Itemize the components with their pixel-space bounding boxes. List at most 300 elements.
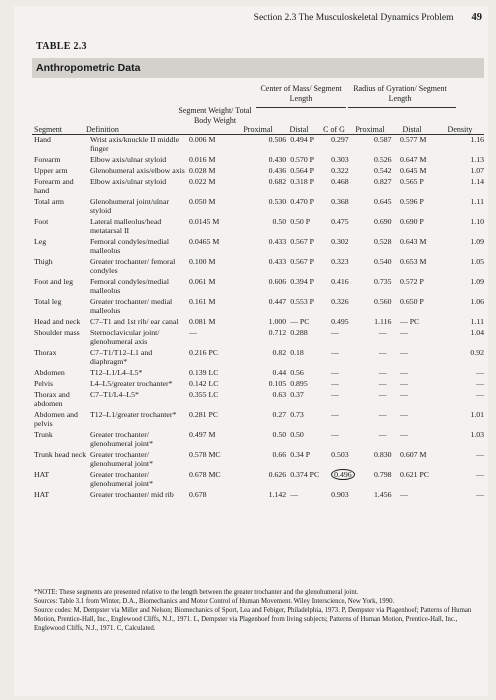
cell-fraction [189,379,249,390]
cell-r-distal [400,490,452,501]
cell-definition [90,390,189,410]
cell-text: 0.323 [331,257,349,266]
cell-text: 0.433 [268,257,287,266]
cell-text: 0.735 [373,277,392,286]
cell-text: — [378,430,387,439]
cell-segment [34,450,90,470]
cell-text: — [399,368,408,377]
cell-cog [331,490,365,501]
table-row [34,155,484,166]
cell-distal [290,197,331,217]
cell-text: Forearm [34,155,61,164]
cell-text: 0.374 PC [290,470,320,479]
cell-proximal [249,430,290,450]
cell-proximal [249,166,290,177]
cell-r-proximal [366,430,400,450]
cell-text: 0.830 [373,450,392,459]
cell-r-distal [400,368,452,379]
table-row [34,450,484,470]
cell-density [452,390,484,410]
cell-text: 0.50 [272,430,287,439]
sources-text: Sources: Table 3.1 from Winter, D.A., Biomechanics and Motor Control of Human Movement. Wiley Interscience, New York, 1990. [34,598,395,605]
cell-text: 0.475 [331,217,349,226]
cell-text: Greater trochanter/ medial malleolus [89,297,173,315]
section-title: Section 2.3 The Musculoskeletal Dynamics Problem [253,13,454,23]
cell-segment [34,368,90,379]
cell-fraction [189,155,249,166]
cell-text: Thorax and abdomen [34,390,70,408]
cell-fraction [189,490,249,501]
cell-text: L4–L5/greater trochanter* [89,379,173,388]
cell-text: — PC [399,317,420,326]
table-row [34,257,484,277]
cell-text: — [378,390,387,399]
cell-text: 0.560 [373,297,392,306]
cell-cog [331,155,365,166]
cell-segment [34,166,90,177]
cell-density [452,166,484,177]
cell-distal [290,237,331,257]
cell-text: 1.03 [470,430,484,439]
cell-distal [290,297,331,317]
cell-distal [290,410,331,430]
cell-fraction [189,135,249,155]
cell-r-proximal [366,155,400,166]
cell-distal [290,177,331,197]
cell-proximal [249,390,290,410]
cell-definition [90,197,189,217]
cell-proximal [249,155,290,166]
table-row [34,297,484,317]
cell-text: 0.66 [272,450,287,459]
cell-proximal [249,277,290,297]
cell-text: 0.92 [470,348,484,357]
cell-text: 0.139 LC [189,368,219,377]
header-proximal: Proximal [243,125,273,134]
header-distal: Distal [289,125,309,134]
cell-proximal [249,257,290,277]
cell-distal [290,166,331,177]
cell-text: 0.50 [272,217,287,226]
cell-r-distal [400,348,452,368]
cell-r-proximal [366,410,400,430]
cell-segment [34,328,90,348]
cell-text: Foot [34,217,49,226]
table-row [34,470,484,490]
cell-density [452,470,484,490]
cell-text: 0.827 [373,177,392,186]
cell-cog [331,277,365,297]
cell-text: 1.142 [268,490,287,499]
cell-text: 0.530 [268,197,287,206]
cell-text: 0.570 P [290,155,315,164]
cell-cog [331,430,365,450]
cell-text: 0.82 [272,348,287,357]
cell-text: 0.37 [290,390,304,399]
table-row [34,166,484,177]
cell-cog [331,177,365,197]
cell-text: Femoral condyles/medial malleolus [89,237,169,255]
header-segment: Segment [34,125,62,134]
cell-r-proximal [366,450,400,470]
cell-segment [34,177,90,197]
cell-text: 0.496 [331,469,355,480]
cell-distal [290,328,331,348]
cell-text: Elbow axis/ulnar styloid [89,155,167,164]
cell-fraction [189,217,249,237]
cell-proximal [249,217,290,237]
cell-text: 0.368 [331,197,349,206]
cell-segment [34,297,90,317]
cell-text: 1.10 [470,217,484,226]
cell-density [452,257,484,277]
cell-definition [90,177,189,197]
table-row [34,217,484,237]
cell-r-distal [400,470,452,490]
cell-text: — [399,379,408,388]
running-head [14,12,482,23]
cell-text: — [378,348,387,357]
cell-density [452,297,484,317]
cell-fraction [189,177,249,197]
cell-text: — [378,368,387,377]
cell-r-proximal [366,348,400,368]
header-rule-com [256,107,346,108]
cell-r-distal [400,237,452,257]
cell-density [452,348,484,368]
cell-segment [34,197,90,217]
cell-text: Abdomen [34,368,65,377]
cell-r-proximal [366,177,400,197]
cell-definition [90,328,189,348]
cell-text: Glenohumeral joint/ulnar styloid [89,197,169,215]
cell-text: 0.645 [373,197,392,206]
cell-cog [331,135,365,155]
cell-text: Foot and leg [34,277,73,286]
cell-segment [34,317,90,328]
cell-text: 0.0145 M [189,217,220,226]
cell-text: 0.572 P [399,277,424,286]
cell-fraction [189,450,249,470]
cell-text: 0.161 M [189,297,216,306]
cell-text: Hand [34,135,51,144]
cell-cog [331,297,365,317]
cell-text: 0.577 M [399,135,427,144]
cell-r-distal [400,197,452,217]
cell-proximal [249,379,290,390]
cell-r-proximal [366,197,400,217]
cell-proximal [249,490,290,501]
table-row [34,237,484,257]
cell-r-distal [400,328,452,348]
cell-density [452,177,484,197]
cell-text: Total leg [34,297,62,306]
cell-text: 0.73 [290,410,304,419]
cell-fraction [189,317,249,328]
cell-text: 1.04 [470,328,484,337]
cell-text: 0.302 [331,237,349,246]
cell-text: 0.18 [290,348,304,357]
cell-text: 0.650 P [399,297,424,306]
cell-fraction [189,328,249,348]
cell-proximal [249,135,290,155]
cell-text: 0.564 P [290,166,315,175]
cell-distal [290,379,331,390]
table-row [34,328,484,348]
cell-text: 0.216 PC [189,348,219,357]
cell-density [452,368,484,379]
cell-cog [331,217,365,237]
cell-text: — [331,390,339,399]
cell-text: 0.028 M [189,166,216,175]
cell-definition [90,277,189,297]
cell-text: Thigh [34,257,53,266]
cell-text: HAT [34,490,50,499]
cell-segment [34,379,90,390]
cell-text: 0.528 [373,237,392,246]
cell-r-distal [400,217,452,237]
cell-r-distal [400,390,452,410]
cell-proximal [249,317,290,328]
cell-definition [90,368,189,379]
header-definition: Definition [86,125,119,134]
cell-text: — [476,390,484,399]
cell-r-proximal [366,328,400,348]
cell-text: 0.497 M [189,430,216,439]
cell-text: Greater trochanter/ glenohumeral joint* [89,470,153,488]
cell-density [452,379,484,390]
cell-text: 0.142 LC [189,379,219,388]
cell-text: Abdomen and pelvis [34,410,78,428]
cell-text: 0.540 [373,257,392,266]
cell-segment [34,277,90,297]
cell-r-proximal [366,277,400,297]
cell-fraction [189,277,249,297]
cell-text: 0.27 [272,410,287,419]
cell-definition [90,317,189,328]
cell-text: 0.567 P [290,257,315,266]
cell-density [452,490,484,501]
cell-text: 0.416 [331,277,349,286]
table-row [34,390,484,410]
cell-text: 0.682 [268,177,287,186]
cell-text: Thorax [34,348,57,357]
cell-text: — [331,348,339,357]
cell-fraction [189,368,249,379]
cell-text: — [399,430,408,439]
header-center-of-mass: Center of Mass/ Segment Length [260,84,342,103]
cell-r-distal [400,257,452,277]
cell-text: Greater trochanter/ glenohumeral joint* [89,430,153,448]
header-cofg: C of G [323,125,345,134]
cell-proximal [249,348,290,368]
cell-r-distal [400,177,452,197]
cell-definition [90,155,189,166]
cell-text: — [189,328,197,337]
cell-r-proximal [366,470,400,490]
cell-cog [331,317,365,328]
cell-cog [331,379,365,390]
cell-density [452,430,484,450]
cell-r-distal [400,155,452,166]
cell-distal [290,390,331,410]
cell-distal [290,490,331,501]
cell-r-distal [400,450,452,470]
cell-r-proximal [366,390,400,410]
cell-text: 0.506 [268,135,287,144]
cell-fraction [189,257,249,277]
cell-density [452,328,484,348]
cell-segment [34,410,90,430]
header-radius-of-gyration: Radius of Gyration/ Segment Length [353,84,447,103]
cell-fraction [189,166,249,177]
cell-text: 0.895 [290,379,308,388]
cell-definition [90,470,189,490]
cell-text: — [399,390,408,399]
cell-text: 0.50 [290,430,304,439]
cell-segment [34,430,90,450]
cell-proximal [249,197,290,217]
table-row [34,379,484,390]
cell-r-proximal [366,217,400,237]
cell-text: 0.288 [290,328,308,337]
table-label: TABLE 2.3 [36,41,87,52]
cell-text: — [476,450,484,459]
cell-density [452,277,484,297]
cell-text: — [331,410,339,419]
cell-definition [90,217,189,237]
cell-density [452,237,484,257]
cell-text: Total arm [34,197,64,206]
cell-r-distal [400,277,452,297]
cell-text: 1.05 [470,257,484,266]
cell-text: 0.433 [268,237,287,246]
cell-text: C7–T1/T12–L1 and diaphragm* [89,348,153,366]
cell-text: 0.006 M [189,135,216,144]
cell-cog [331,328,365,348]
cell-distal [290,155,331,166]
cell-text: HAT [34,470,50,479]
cell-segment [34,470,90,490]
cell-cog [331,450,365,470]
cell-text: Sternoclavicular joint/ glenohumeral axis [89,328,160,346]
table-notes [34,588,482,633]
cell-distal [290,430,331,450]
cell-fraction [189,237,249,257]
cell-distal [290,217,331,237]
cell-text: Trunk [34,430,53,439]
cell-definition [90,430,189,450]
cell-text: Leg [34,237,47,246]
cell-r-distal [400,317,452,328]
table-row [34,197,484,217]
cell-text: 0.653 M [399,257,427,266]
cell-text: 1.06 [470,297,484,306]
cell-definition [90,348,189,368]
cell-proximal [249,410,290,430]
cell-r-distal [400,166,452,177]
cell-text: 0.436 [268,166,287,175]
cell-segment [34,390,90,410]
cell-text: — [331,368,339,377]
cell-text: 0.690 P [399,217,424,226]
cell-text: — PC [290,317,310,326]
cell-definition [90,237,189,257]
table-row [34,348,484,368]
cell-r-proximal [366,166,400,177]
cell-r-proximal [366,297,400,317]
cell-cog [331,368,365,379]
source-codes-text: Source codes: M, Dempster via Miller and Nelson; Biomechanics of Sport, Lea and Febiger, Philadelphia, 1973. P, Dempster via Plagenhoef; Patterns of Human Motion, Prentice-Hall, Inc., Englewood Cliffs, N.J., 1971. L, Dempster via Plagenhoef from living subjects; Patterns of Human Motion, Prentice-Hall, Inc., Englewood Cliffs, N.J., 1971. C, Calculated. [34,607,472,632]
cell-text: T12–L1/greater trochanter* [89,410,177,419]
cell-r-distal [400,135,452,155]
cell-text: C7–T1/L4–L5* [89,390,139,399]
cell-text: 0.050 M [189,197,216,206]
cell-text: 1.09 [470,277,484,286]
cell-distal [290,450,331,470]
cell-text: Elbow axis/ulnar styloid [89,177,167,186]
cell-text: 0.607 M [399,450,427,459]
cell-text: Pelvis [34,379,54,388]
cell-text: Greater trochanter/ glenohumeral joint* [89,450,153,468]
table-row [34,368,484,379]
cell-text: Glenohumeral axis/elbow axis [89,166,185,175]
cell-text: 0.394 P [290,277,315,286]
cell-text: 1.13 [470,155,484,164]
cell-definition [90,410,189,430]
cell-text: — [399,410,408,419]
cell-text: — [378,328,387,337]
cell-text: — [378,379,387,388]
cell-text: 1.16 [470,135,484,144]
cell-distal [290,277,331,297]
table-row [34,490,484,501]
cell-text: — [476,490,484,499]
cell-text: 0.447 [268,297,287,306]
cell-text: 0.526 [373,155,392,164]
cell-text: — [331,379,339,388]
cell-text: 0.567 P [290,237,315,246]
cell-text: 0.303 [331,155,349,164]
cell-fraction [189,197,249,217]
cell-r-proximal [366,490,400,501]
cell-text: 0.326 [331,297,349,306]
cell-text: 1.11 [470,197,484,206]
cell-density [452,197,484,217]
cell-r-distal [400,410,452,430]
cell-text: — [476,368,484,377]
cell-text: 1.01 [470,410,484,419]
cell-segment [34,490,90,501]
cell-text: 0.297 [331,135,349,144]
cell-text: Head and neck [34,317,81,326]
anthropometric-table [34,135,484,501]
cell-fraction [189,348,249,368]
cell-text: 1.14 [470,177,484,186]
cell-text: 0.542 [373,166,392,175]
cell-text: — [399,328,408,337]
cell-distal [290,257,331,277]
cell-text: — [378,410,387,419]
cell-text: 0.578 MC [189,450,221,459]
cell-cog [331,410,365,430]
cell-text: 0.44 [272,368,287,377]
cell-text: 0.626 [268,470,287,479]
cell-text: 1.456 [373,490,392,499]
cell-fraction [189,297,249,317]
cell-text: 0.470 P [290,197,315,206]
cell-text: 0.016 M [189,155,216,164]
